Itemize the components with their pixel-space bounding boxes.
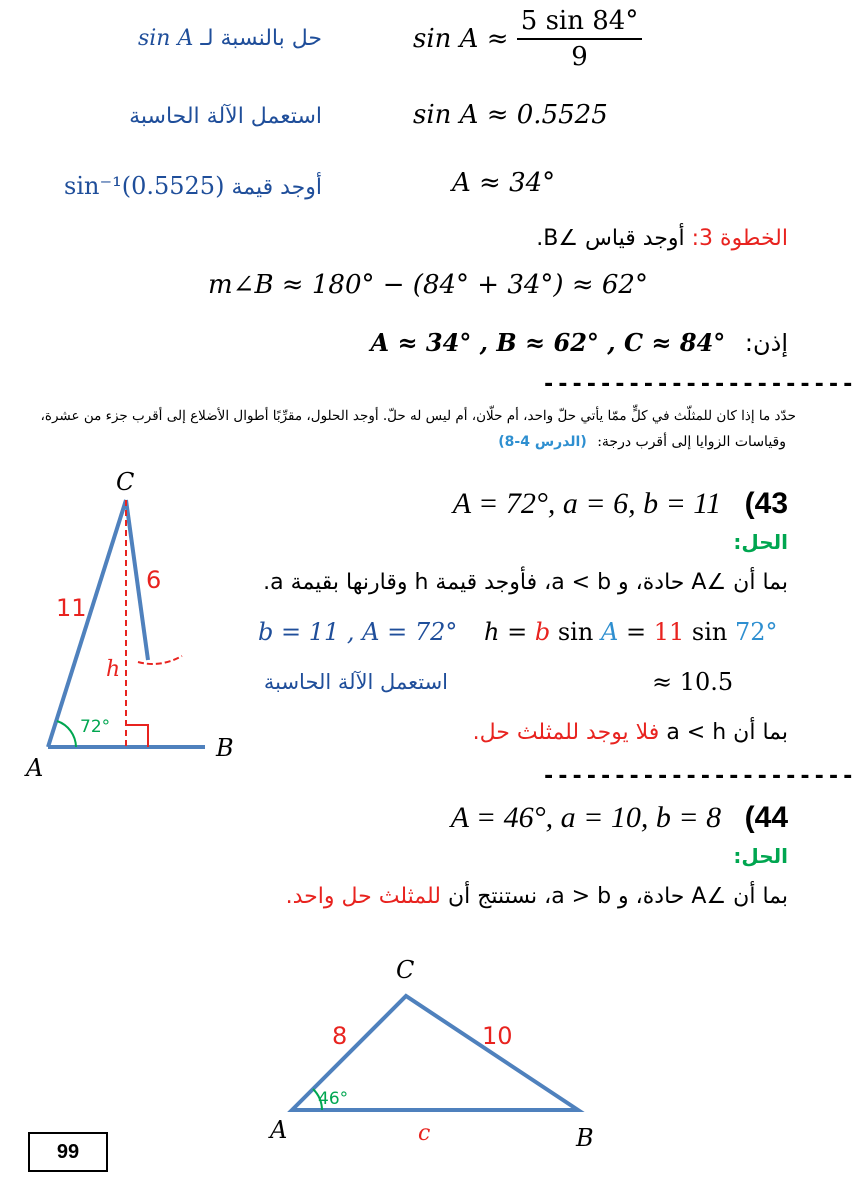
vertex-C-label: C [396, 956, 415, 984]
side-a-label: 10 [482, 1022, 513, 1050]
separator-1: ---------------------- [542, 372, 855, 397]
angle-label: 72° [80, 717, 111, 737]
result-no-solution: فلا يوجد للمثلث حل. [472, 720, 660, 745]
problem44-line1 [286, 884, 788, 909]
step3-text: أوجد قياس ∠B. [536, 226, 685, 251]
separator-2: ---------------------- [542, 764, 855, 789]
problem43-result [473, 720, 788, 745]
side-AC-line [48, 500, 126, 747]
row1-numerator: 5 sin 84° [517, 6, 643, 40]
h-eq-b: b [534, 618, 551, 646]
problem44-solution-label: الحل: [733, 844, 788, 868]
problem43-calc-note: استعمل الآلة الحاسبة [263, 670, 448, 694]
side-a-label: 6 [146, 566, 162, 594]
step3-label: الخطوة 3: [691, 226, 788, 251]
arc-swing [138, 656, 182, 664]
side-c-label: c [418, 1121, 431, 1146]
side-b-label: 11 [56, 594, 87, 622]
angle-label: 46° [318, 1089, 349, 1109]
conclusion-values: A ≈ 34° , B ≈ 62° , C ≈ 84° [370, 328, 726, 357]
h-eq-mid: = [625, 618, 654, 646]
row3-note-text: أوجد قيمة [231, 175, 322, 200]
row2-equation: sin A ≈ 0.5525 [413, 100, 608, 130]
row1-equation [413, 6, 642, 72]
problem44-number: (44 [744, 801, 788, 834]
problem43-line1: بما أن ∠A حادة، و a < b، فأوجد قيمة h وقارنها بقيمة a. [263, 570, 788, 595]
height-label: h [106, 657, 121, 682]
problem43-diagram [0, 450, 260, 780]
vertex-B-label: B [216, 734, 234, 762]
row3-note [64, 172, 322, 200]
h-eq-sin2: sin [691, 618, 728, 646]
row3-equation: A ≈ 34° [452, 168, 556, 198]
h-eq-prefix: h = [484, 618, 528, 646]
problem44-diagram [260, 924, 600, 1184]
vertex-A-label: A [270, 1116, 288, 1144]
problem44-line1-prefix: بما أن ∠A حادة، و a > b، نستنتج أن [447, 884, 788, 909]
row1-lhs: sin A ≈ [413, 24, 509, 54]
vertex-A-label: A [26, 754, 44, 782]
row1-note-text: حل بالنسبة لـ [200, 26, 322, 51]
h-eq-11: 11 [653, 618, 685, 646]
row2-note: استعمل الآلة الحاسبة [129, 104, 322, 129]
problem43-h-equation [484, 618, 778, 646]
angle-arc-A [57, 721, 76, 747]
problem43-header [453, 486, 788, 521]
problem44-header [451, 800, 788, 835]
row1-denominator: 9 [571, 42, 588, 72]
step3-heading [536, 226, 788, 251]
result-prefix: بما أن a < h [666, 720, 788, 745]
conclusion-prefix: إذن: [744, 329, 788, 357]
row1-note-math: sin A [137, 26, 194, 51]
row1-note [138, 26, 322, 51]
h-eq-sin: sin [557, 618, 594, 646]
problem43-given: b = 11 , A = 72° [258, 618, 458, 646]
right-angle-marker [126, 725, 148, 747]
problem43-number: (43 [744, 487, 788, 520]
vertex-B-label: B [576, 1124, 594, 1152]
page-number: 99 [28, 1132, 108, 1172]
step3-equation: m∠B ≈ 180° − (84° + 34°) ≈ 62° [208, 270, 648, 300]
instructions-line1: حدّد ما إذا كان للمثلّث في كلٍّ ممّا يأتي حلّ واحد، أم حلّان، أم ليس له حلّ. أوجد الحلول، مقرِّبًا أطوال الأضلاع إلى أقرب جزء من عشرة، [40, 408, 796, 424]
row1-fraction [517, 6, 643, 72]
instructions-line2 [498, 434, 786, 450]
h-eq-A: A [600, 618, 619, 646]
side-b-label: 8 [332, 1022, 348, 1050]
side-a-line [126, 500, 148, 660]
step3-conclusion [370, 328, 788, 357]
row3-note-math: sin⁻¹(0.5525) [64, 172, 225, 200]
problem44-statement: A = 46°, a = 10, b = 8 [450, 801, 722, 834]
problem43-statement: A = 72°, a = 6, b = 11 [452, 487, 722, 520]
instructions-line2-text: وقياسات الزوايا إلى أقرب درجة: [597, 434, 786, 450]
vertex-C-label: C [116, 468, 135, 496]
lesson-reference: (الدرس 4-8) [498, 434, 587, 450]
problem43-approx: ≈ 10.5 [652, 668, 734, 696]
problem44-one-solution: للمثلث حل واحد. [285, 884, 441, 909]
h-eq-72: 72° [734, 618, 778, 646]
problem43-solution-label: الحل: [733, 530, 788, 554]
